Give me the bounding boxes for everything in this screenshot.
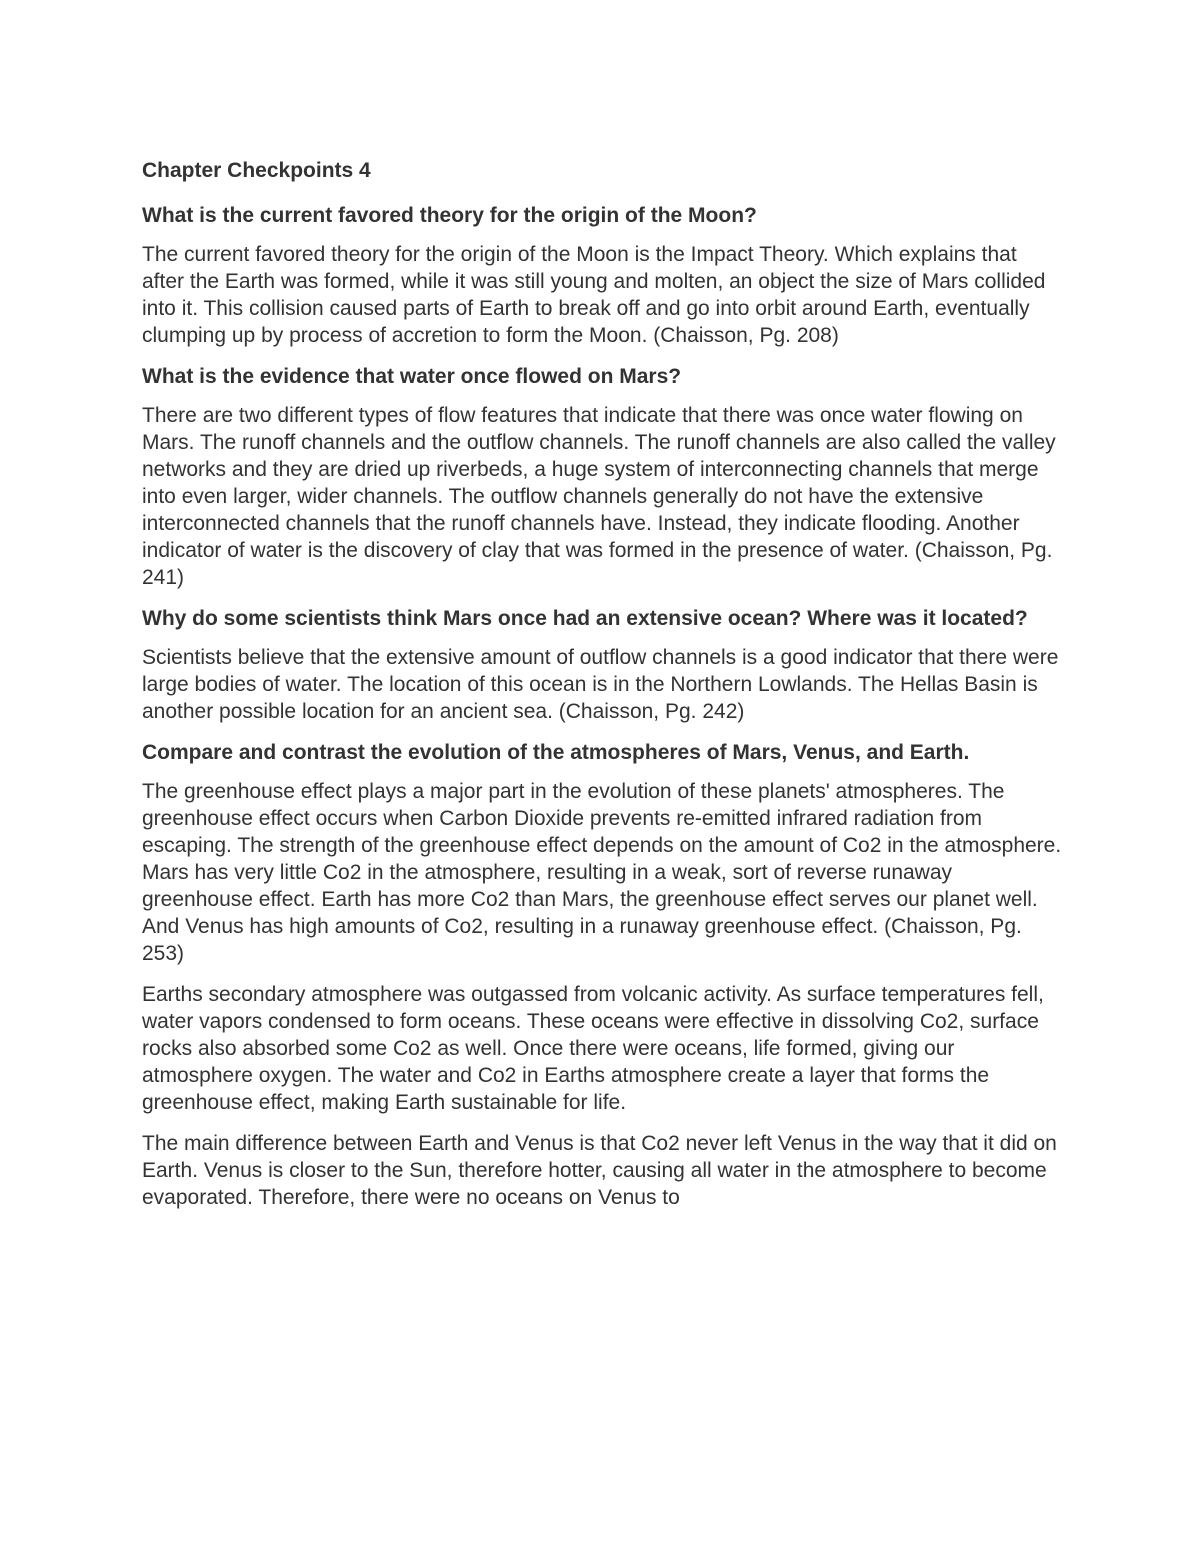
section-atmospheres	[142, 739, 1062, 1211]
document-page	[142, 156, 1062, 1225]
question-heading: What is the current favored theory for the origin of the Moon?	[142, 204, 757, 227]
section-mars-ocean	[142, 605, 1062, 725]
answer-paragraph: The greenhouse effect plays a major part in the evolution of these planets' atmospheres. The greenhouse effect occurs when Carbon Dioxide prevents re-emitted infrared radiation from escaping. The strength of the greenhouse effect depends on the amount of Co2 in the atmosphere. Mars has very little Co2 in the atmosphere, resulting in a weak, sort of reverse runaway greenhouse effect. Earth has more Co2 than Mars, the greenhouse effect serves our planet well. And Venus has high amounts of Co2, resulting in a runaway greenhouse effect. (Chaisson, Pg. 253)	[142, 780, 1062, 965]
answer-paragraph: The current favored theory for the origin of the Moon is the Impact Theory. Which explains that after the Earth was formed, while it was still young and molten, an object the size of Mars collided into it. This collision caused parts of Earth to break off and go into orbit around Earth, eventually clumping up by process of accretion to form the Moon. (Chaisson, Pg. 208)	[142, 243, 1046, 347]
question-heading: Compare and contrast the evolution of the atmospheres of Mars, Venus, and Earth.	[142, 741, 970, 764]
answer-paragraph: There are two different types of flow features that indicate that there was once water flowing on Mars. The runoff channels and the outflow channels. The runoff channels are also called the valley networks and they are dried up riverbeds, a huge system of interconnecting channels that merge into even larger, wider channels. The outflow channels generally do not have the extensive interconnected channels that the runoff channels have. Instead, they indicate flooding. Another indicator of water is the discovery of clay that was formed in the presence of water. (Chaisson, Pg. 241)	[142, 404, 1056, 589]
answer-paragraph: Scientists believe that the extensive amount of outflow channels is a good indicator that there were large bodies of water. The location of this ocean is in the Northern Lowlands. The Hellas Basin is another possible location for an ancient sea. (Chaisson, Pg. 242)	[142, 646, 1059, 723]
answer-paragraph: Earths secondary atmosphere was outgassed from volcanic activity. As surface temperatures fell, water vapors condensed to form oceans. These oceans were effective in dissolving Co2, surface rocks also absorbed some Co2 as well. Once there were oceans, life formed, giving our atmosphere oxygen. The water and Co2 in Earths atmosphere create a layer that forms the greenhouse effect, making Earth sustainable for life.	[142, 983, 1044, 1114]
section-mars-water	[142, 363, 1062, 591]
answer-paragraph: The main difference between Earth and Venus is that Co2 never left Venus in the way that it did on Earth. Venus is closer to the Sun, therefore hotter, causing all water in the atmosphere to become evaporated. Therefore, there were no oceans on Venus to	[142, 1132, 1057, 1209]
document-title: Chapter Checkpoints 4	[142, 159, 371, 182]
question-heading: What is the evidence that water once flowed on Mars?	[142, 365, 682, 388]
section-moon-origin	[142, 202, 1062, 349]
question-heading: Why do some scientists think Mars once had an extensive ocean? Where was it located?	[142, 607, 1028, 630]
